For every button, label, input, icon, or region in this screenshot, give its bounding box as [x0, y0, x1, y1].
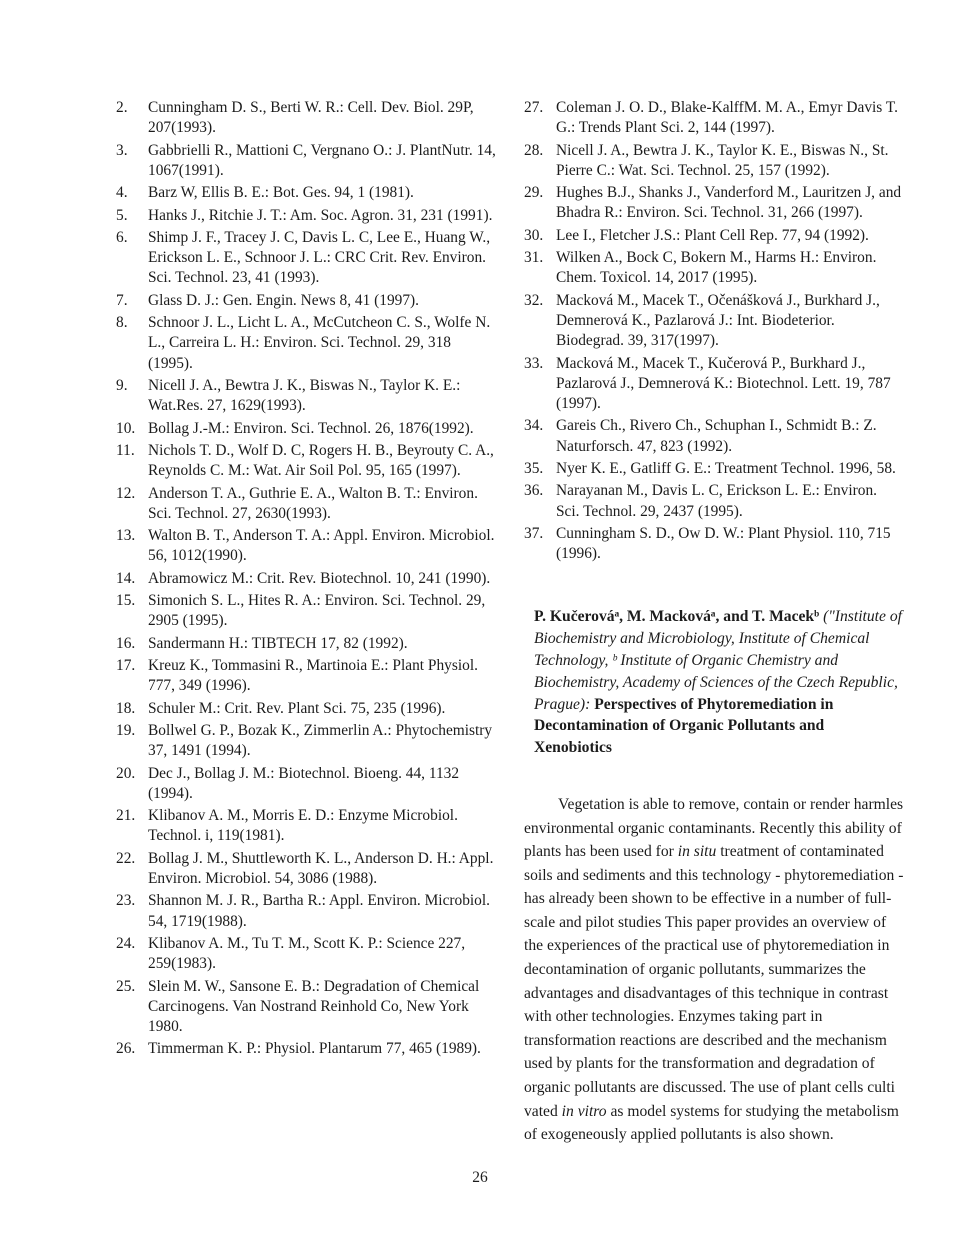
reference-text: Bollwel G. P., Bozak K., Zimmerlin A.: Phytochemistry 37, 1491 (1994). [148, 722, 493, 760]
reference-text: Abramowicz M.: Crit. Rev. Biotechnol. 10, 241 (1990). [148, 569, 491, 587]
reference-item [524, 354, 904, 415]
abstract-authors: P. Kučerováᵃ, M. Mackováᵃ, and T. Macekᵇ [534, 608, 820, 626]
reference-text: Macková M., Macek T., Očenášková J., Burkhard J., Demnerová K., Pazlarová J.: Int. Biodeterior. Biodegrad. 39, 317(1997). [556, 291, 880, 350]
reference-item [524, 183, 904, 223]
reference-item [524, 226, 904, 246]
reference-number: 13. [116, 527, 136, 545]
reference-item [116, 934, 496, 974]
reference-text: Nicell J. A., Bewtra J. K., Taylor K. E., Biswas N., St. Pierre C.: Wat. Sci. Technol. 25, 157 (1992). [556, 141, 889, 179]
reference-text: Slein M. W., Sansone E. B.: Degradation of Chemical Carcinogens. Van Nostrand Reinhold Co, New York 1980. [148, 977, 480, 1036]
reference-number: 6. [116, 228, 128, 246]
reference-text: Nyer K. E., Gatliff G. E.: Treatment Technol. 1996, 58. [556, 459, 896, 477]
reference-text: Klibanov A. M., Tu T. M., Scott K. P.: Science 227, 259(1983). [148, 935, 466, 973]
reference-number: 26. [116, 1040, 136, 1058]
reference-item [524, 481, 904, 521]
reference-item [116, 891, 496, 931]
reference-text: Wilken A., Bock C, Bokern M., Harms H.: Environ. Chem. Toxicol. 14, 2017 (1995). [556, 249, 877, 287]
reference-item [116, 183, 496, 203]
reference-item [116, 141, 496, 181]
reference-item [116, 98, 496, 138]
abstract-header [534, 606, 904, 759]
reference-number: 24. [116, 935, 136, 953]
reference-number: 17. [116, 657, 136, 675]
reference-item [116, 849, 496, 889]
reference-number: 21. [116, 807, 136, 825]
reference-item [116, 634, 496, 654]
reference-number: 33. [524, 354, 544, 372]
reference-item [116, 699, 496, 719]
reference-item [116, 569, 496, 589]
reference-text: Cunningham D. S., Berti W. R.: Cell. Dev. Biol. 29P, 207(1993). [148, 99, 474, 137]
reference-text: Kreuz K., Tommasini R., Martinoia E.: Plant Physiol. 777, 349 (1996). [148, 657, 478, 695]
reference-item [116, 376, 496, 416]
right-column [524, 98, 904, 1147]
reference-text: Nichols T. D., Wolf D. C, Rogers H. B., Beyrouty C. A., Reynolds C. M.: Wat. Air Soil Pol. 95, 165 (1997). [148, 441, 494, 480]
abstract-title: Perspectives of Phytoremediation in Decontamination of Organic Pollutants and Xenobiotics [534, 695, 834, 757]
abstract-affiliation: ("Institute of Biochemistry and Microbiology, Institute of Chemical Technology, ᵇ Institute of Organic Chemistry and Biochemistry, Academy of Sciences of the Czech Republic, Prague): [534, 608, 902, 713]
reference-item [116, 591, 496, 631]
reference-item [116, 484, 496, 524]
reference-list-left [116, 98, 496, 1060]
reference-number: 28. [524, 141, 544, 159]
reference-number: 31. [524, 249, 544, 267]
reference-item [524, 459, 904, 479]
reference-number: 10. [116, 419, 136, 437]
reference-item [116, 313, 496, 374]
reference-text: Sandermann H.: TIBTECH 17, 82 (1992). [148, 634, 408, 652]
reference-item [116, 526, 496, 566]
reference-number: 9. [116, 376, 128, 394]
reference-text: Walton B. T., Anderson T. A.: Appl. Environ. Microbiol. 56, 1012(1990). [148, 527, 495, 565]
reference-text: Schnoor J. L., Licht L. A., McCutcheon C. S., Wolfe N. L., Carreira L. H.: Environ. Sci. Technol. 29, 318 (1995). [148, 314, 491, 372]
reference-number: 35. [524, 459, 544, 477]
reference-item [524, 416, 904, 456]
reference-number: 11. [116, 441, 135, 459]
reference-number: 5. [116, 206, 128, 224]
reference-text: Glass D. J.: Gen. Engin. News 8, 41 (1997). [148, 291, 420, 309]
reference-text: Gabbrielli R., Mattioni C, Vergnano O.: J. PlantNutr. 14, 1067(1991). [148, 141, 496, 179]
reference-number: 15. [116, 592, 136, 610]
reference-text: Gareis Ch., Rivero Ch., Schuphan I., Schmidt B.: Z. Naturforsch. 47, 823 (1992). [556, 417, 877, 455]
reference-number: 25. [116, 977, 136, 995]
reference-text: Bollag J.-M.: Environ. Sci. Technol. 26, 1876(1992). [148, 419, 474, 437]
reference-item [524, 248, 904, 288]
reference-item [116, 228, 496, 289]
reference-item [116, 806, 496, 846]
reference-text: Shannon M. J. R., Bartha R.: Appl. Environ. Microbiol. 54, 1719(1988). [148, 892, 491, 930]
reference-text: Bollag J. M., Shuttleworth K. L., Anderson D. H.: Appl. Environ. Microbiol. 54, 3086 (1988). [148, 849, 494, 888]
reference-number: 30. [524, 226, 544, 244]
reference-text: Nicell J. A., Bewtra J. K., Biswas N., Taylor K. E.: Wat.Res. 27, 1629(1993). [148, 376, 461, 415]
reference-number: 19. [116, 722, 136, 740]
reference-number: 16. [116, 634, 136, 652]
reference-number: 18. [116, 699, 136, 717]
reference-number: 34. [524, 417, 544, 435]
reference-item [116, 206, 496, 226]
reference-number: 29. [524, 184, 544, 202]
page-number: 26 [472, 1169, 488, 1186]
reference-item [116, 977, 496, 1038]
reference-text: Anderson T. A., Guthrie E. A., Walton B. T.: Environ. Sci. Technol. 27, 2630(1993). [148, 484, 478, 522]
reference-text: Hughes B.J., Shanks J., Vanderford M., Lauritzen J, and Bhadra R.: Environ. Sci. Technol. 31, 266 (1997). [556, 184, 902, 222]
abstract [524, 606, 904, 1146]
reference-text: Hanks J., Ritchie J. T.: Am. Soc. Agron. 31, 231 (1991). [148, 206, 493, 224]
reference-item [116, 419, 496, 439]
reference-item [116, 721, 496, 761]
reference-item [116, 441, 496, 481]
reference-item [116, 291, 496, 311]
reference-item [524, 98, 904, 138]
reference-number: 22. [116, 849, 136, 867]
reference-item [116, 764, 496, 804]
reference-number: 3. [116, 141, 128, 159]
reference-number: 8. [116, 314, 128, 332]
reference-text: Lee I., Fletcher J.S.: Plant Cell Rep. 77, 94 (1992). [556, 226, 869, 244]
reference-text: Dec J., Bollag J. M.: Biotechnol. Bioeng. 44, 1132 (1994). [148, 764, 460, 802]
reference-number: 14. [116, 569, 136, 587]
reference-number: 27. [524, 99, 544, 116]
reference-number: 7. [116, 291, 128, 309]
reference-text: Shimp J. F., Tracey J. C, Davis L. C, Lee E., Huang W., Erickson L. E., Schnoor J. L.: CRC Crit. Rev. Environ. Sci. Technol. 23, 41 (1993). [148, 228, 491, 287]
reference-number: 12. [116, 484, 136, 502]
reference-item [116, 656, 496, 696]
reference-number: 32. [524, 291, 544, 309]
reference-number: 20. [116, 764, 136, 782]
reference-item [116, 1039, 496, 1059]
reference-text: Schuler M.: Crit. Rev. Plant Sci. 75, 235 (1996). [148, 699, 446, 717]
reference-item [524, 524, 904, 564]
reference-number: 37. [524, 524, 544, 542]
abstract-body: Vegetation is able to remove, contain or render harmles environmental organic contaminants. Recently this ability of plants has been used for in situ treatment of contaminated soils and sediments and this technology - phytoremediation - has already been shown to be effective in a number of full-scale and pilot studies This paper provides an overview of the experiences of the practical use of phytoremediation in decontamination of organic pollutants, summarizes the advantages and disadvantages of this technique in contrast with other technologies. Enzymes taking part in transformation reactions are described and the mechanism used by plants for the transformation and degradation of organic pollutants are discussed. The use of plant cells culti vated in vitro as model systems for studying the metabolism of exogeneously applied pollutants is also shown. [524, 795, 904, 1144]
reference-number: 2. [116, 99, 128, 116]
reference-text: Simonich S. L., Hites R. A.: Environ. Sci. Technol. 29, 2905 (1995). [148, 592, 486, 630]
reference-list-right [524, 98, 904, 564]
reference-number: 23. [116, 892, 136, 910]
left-column [116, 98, 496, 1062]
reference-text: Timmerman K. P.: Physiol. Plantarum 77, 465 (1989). [148, 1040, 481, 1058]
reference-number: 36. [524, 482, 544, 500]
reference-item [524, 291, 904, 352]
reference-text: Cunningham S. D., Ow D. W.: Plant Physiol. 110, 715 (1996). [556, 524, 891, 563]
reference-text: Coleman J. O. D., Blake-KalffM. M. A., Emyr Davis T. G.: Trends Plant Sci. 2, 144 (1997). [556, 99, 898, 137]
reference-text: Narayanan M., Davis L. C, Erickson L. E.: Environ. Sci. Technol. 29, 2437 (1995). [556, 482, 877, 520]
reference-item [524, 141, 904, 181]
reference-text: Macková M., Macek T., Kučerová P., Burkhard J., Pazlarová J., Demnerová K.: Biotechnol. Lett. 19, 787 (1997). [556, 354, 891, 412]
reference-number: 4. [116, 184, 128, 202]
reference-text: Klibanov A. M., Morris E. D.: Enzyme Microbiol. Technol. i, 119(1981). [148, 807, 458, 845]
reference-text: Barz W, Ellis B. E.: Bot. Ges. 94, 1 (1981). [148, 184, 414, 202]
